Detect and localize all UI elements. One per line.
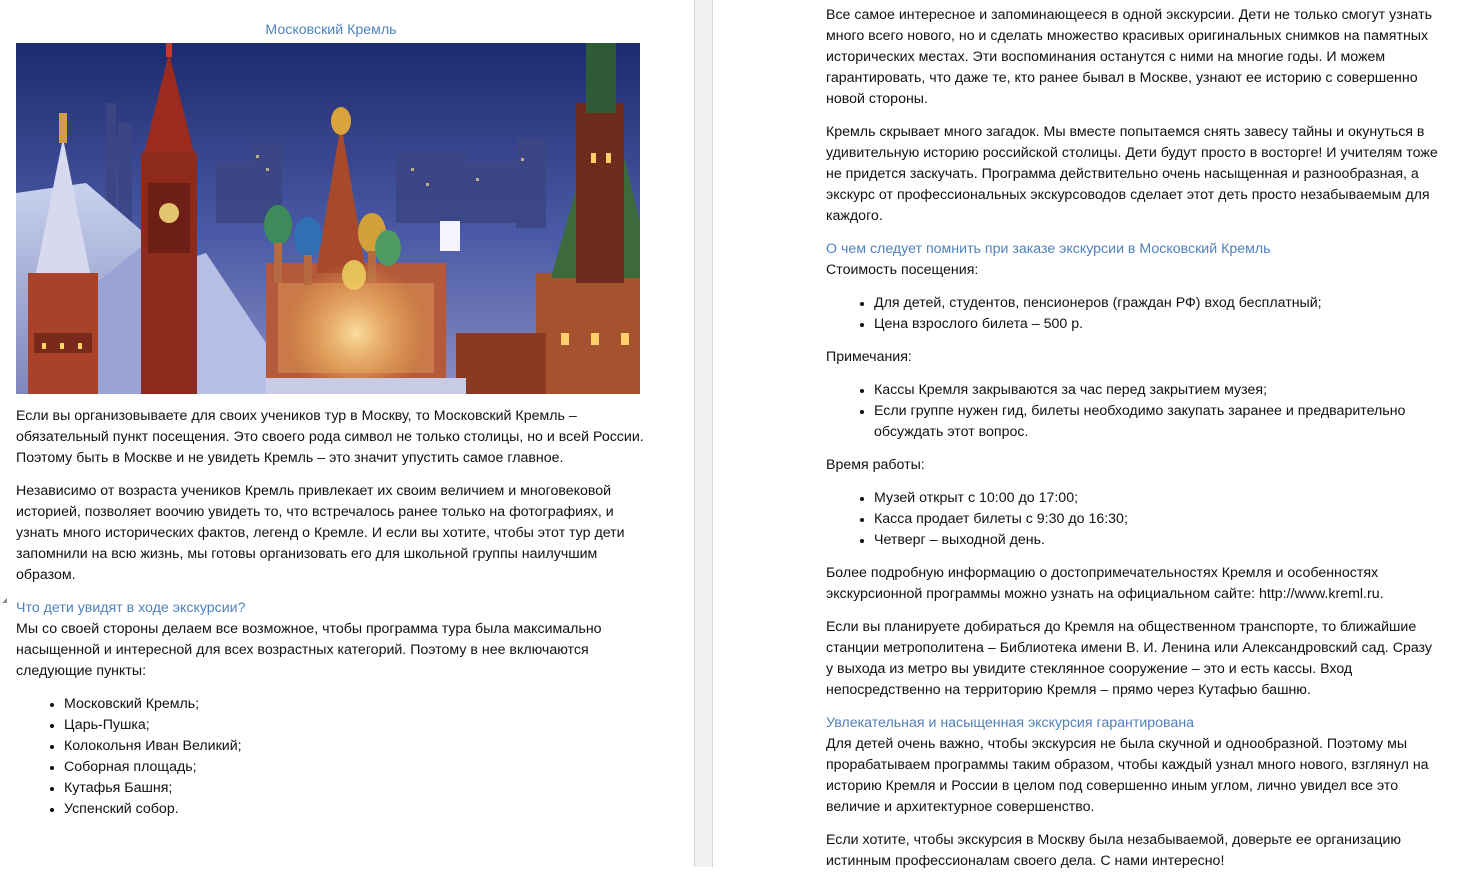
list-item: • Касса продает билеты с 9:30 до 16:30;	[874, 509, 1438, 530]
list-item: • Четверг – выходной день.	[874, 530, 1438, 551]
paragraph: Если вы планируете добираться до Кремля на общественном транспорте, то ближайшие станции метрополитена – Библиотека имени В. И. Ленина или Александровский сад. Сразу у выхода из метро вы увидите стеклянное сооружение – это и есть кассы. Вход непосредственно на территорию Кремля – прямо через Кутафью башню.	[826, 619, 1433, 698]
list-item: • Московский Кремль;	[64, 694, 646, 715]
list-item: • Если группе нужен гид, билеты необходимо закупать заранее и предварительно обсуждать этот вопрос.	[874, 401, 1438, 443]
cost-list	[826, 293, 1438, 335]
list-item: • Соборная площадь;	[64, 757, 646, 778]
paragraph: Более подробную информацию о достопримечательностях Кремля и особенностях экскурсионной программы можно узнать на официальном сайте: http://www.kreml.ru.	[826, 565, 1384, 602]
page-title: Московский Кремль	[265, 22, 397, 38]
list-item: • Музей открыт с 10:00 до 17:00;	[874, 488, 1438, 509]
section-heading: О чем следует помнить при заказе экскурсии в Московский Кремль	[826, 241, 1271, 257]
section-heading: Что дети увидят в ходе экскурсии?	[16, 600, 246, 616]
list-item: • Кутафья Башня;	[64, 778, 646, 799]
list-item: • Колокольня Иван Великий;	[64, 736, 646, 757]
left-page	[0, 0, 694, 867]
hours-label: Время работы:	[826, 457, 925, 473]
notes-label: Примечания:	[826, 349, 912, 365]
paragraph: Если вы организовываете для своих учеников тур в Москву, то Московский Кремль – обязательный пункт посещения. Это своего рода символ не только столицы, но и всей России. Поэтому быть в Москве и не увидеть Кремль – это значит упустить самое главное.	[16, 408, 644, 466]
section-heading: Увлекательная и насыщенная экскурсия гарантирована	[826, 715, 1195, 731]
paragraph: Независимо от возраста учеников Кремль привлекает их своим величием и многовековой историей, позволяет воочию увидеть то, что встречалось ранее только на фотографиях, и узнать много исторических фактов, легенд о Кремле. И если вы хотите, чтобы этот тур дети запомнили на всю жизнь, мы готовы организовать его для школьной группы наилучшим образом.	[16, 483, 625, 583]
attractions-list	[16, 694, 646, 820]
list-item: • Для детей, студентов, пенсионеров (граждан РФ) вход бесплатный;	[874, 293, 1438, 314]
paragraph: Кремль скрывает много загадок. Мы вместе попытаемся снять завесу тайны и окунуться в удивительную историю российской столицы. Дети будут просто в восторге! И учителям тоже не придется заскучать. Программа действительно очень насыщенная и разнообразная, а экскурс от профессиональных экскурсоводов сделает этот деть просто незабываемым для каждого.	[826, 124, 1438, 224]
right-page	[713, 0, 1458, 867]
collapse-heading-icon[interactable]	[2, 598, 7, 603]
kremlin-photo	[16, 43, 640, 394]
notes-list	[826, 380, 1438, 443]
right-page-content	[826, 5, 1438, 872]
page-gutter	[694, 0, 713, 867]
hours-list	[826, 488, 1438, 551]
paragraph: Мы со своей стороны делаем все возможное, чтобы программа тура была максимально насыщенной и интересной для всех возрастных категорий. Поэтому в нее включаются следующие пункты:	[16, 621, 602, 679]
list-item: • Успенский собор.	[64, 799, 646, 820]
list-item: • Цена взрослого билета – 500 р.	[874, 314, 1438, 335]
left-page-content	[16, 20, 646, 832]
paragraph: Если хотите, чтобы экскурсия в Москву была незабываемой, доверьте ее организацию истинным профессионалам своего дела. С нами интересно!	[826, 832, 1401, 869]
paragraph: Все самое интересное и запоминающееся в одной экскурсии. Дети не только смогут узнать много всего нового, но и сделать множество красивых оригинальных снимков на памятных исторических местах. Эти воспоминания останутся с ними на многие годы. И можем гарантировать, что даже те, кто ранее бывал в Москве, узнают ее историю с совершенно новой стороны.	[826, 7, 1433, 107]
list-item: • Кассы Кремля закрываются за час перед закрытием музея;	[874, 380, 1438, 401]
paragraph: Для детей очень важно, чтобы экскурсия не была скучной и однообразной. Поэтому мы прорабатываем программы таким образом, чтобы каждый узнал много нового, взглянул на историю Кремля и России в целом под совершенно иным углом, лично увидел все это величие и архитектурное совершенство.	[826, 736, 1429, 815]
cost-label: Стоимость посещения:	[826, 262, 979, 278]
list-item: • Царь-Пушка;	[64, 715, 646, 736]
